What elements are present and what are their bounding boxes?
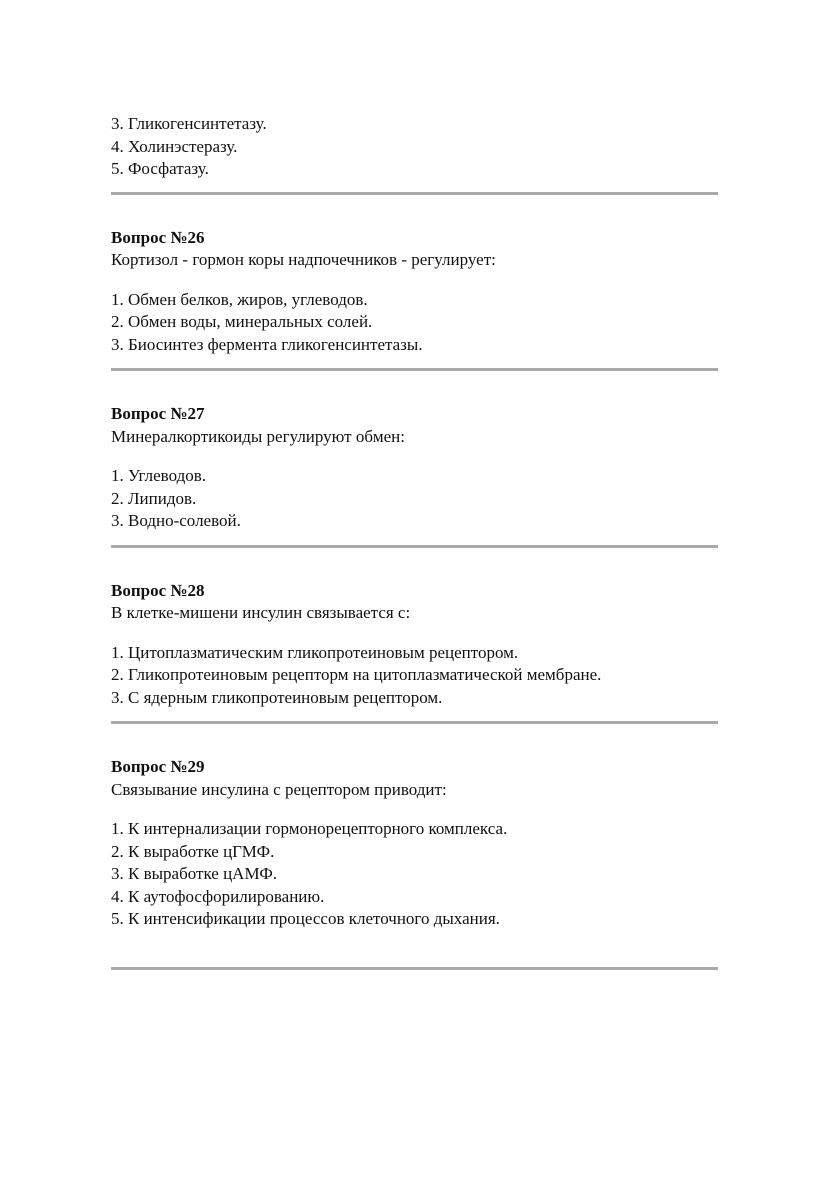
question-26 — [111, 227, 718, 372]
question-28 — [111, 580, 718, 725]
answer-option: 1. Обмен белков, жиров, углеводов. — [111, 289, 368, 309]
document-page — [111, 113, 718, 970]
answer-option: 3. С ядерным гликопротеиновым рецептором. — [111, 687, 443, 707]
question-text: Минералкортикоиды регулируют обмен: — [111, 426, 405, 446]
answer-option: 2. Обмен воды, минеральных солей. — [111, 312, 373, 331]
question-text: В клетке-мишени инсулин связывается с: — [111, 603, 411, 622]
section-divider — [111, 721, 718, 724]
question-27 — [111, 403, 718, 548]
section-divider — [111, 967, 718, 970]
answer-option: 4. К аутофосфорилированию. — [111, 886, 325, 906]
section-divider — [111, 368, 718, 371]
answer-option: 5. К интенсификации процессов клеточного дыхания. — [111, 909, 500, 928]
answer-option: 2. Гликопротеиновым рецепторм на цитоплазматической мембране. — [111, 665, 602, 684]
answer-option: 5. Фосфатазу. — [111, 159, 209, 178]
section-divider — [111, 192, 718, 195]
answer-option: 3. Гликогенсинтетазу. — [111, 114, 267, 133]
answer-option: 3. К выработке цАМФ. — [111, 864, 278, 883]
question-29 — [111, 756, 718, 970]
answer-option: 2. Липидов. — [111, 488, 197, 508]
question-heading: Вопрос №26 — [111, 227, 205, 247]
question-text: Связывание инсулина с рецептором приводит: — [111, 779, 447, 799]
answer-option: 1. Углеводов. — [111, 466, 207, 485]
answer-option: 3. Биосинтез фермента гликогенсинтетазы. — [111, 334, 423, 354]
answer-option: 1. Цитоплазматическим гликопротеиновым рецептором. — [111, 642, 519, 662]
question-heading: Вопрос №27 — [111, 404, 205, 423]
question-heading: Вопрос №28 — [111, 580, 205, 600]
answer-option: 4. Холинэстеразу. — [111, 136, 238, 156]
answer-option: 2. К выработке цГМФ. — [111, 841, 275, 861]
question-25-continuation — [111, 113, 718, 195]
question-heading: Вопрос №29 — [111, 757, 205, 776]
section-divider — [111, 545, 718, 548]
question-text: Кортизол - гормон коры надпочечников - регулирует: — [111, 250, 496, 269]
answer-option: 1. К интернализации гормонорецепторного комплекса. — [111, 819, 508, 838]
answer-option: 3. Водно-солевой. — [111, 511, 241, 530]
